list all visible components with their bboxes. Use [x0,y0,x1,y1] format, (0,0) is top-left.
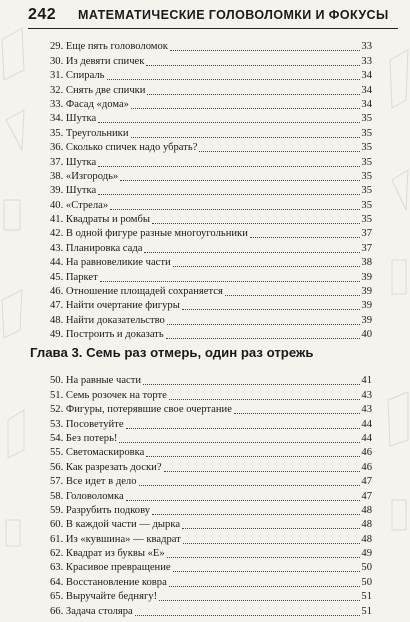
toc-entry-title: 41. Квадраты и ромбы [50,214,150,226]
toc-entry [50,475,372,489]
toc-entry-page: 48 [361,504,372,516]
dot-leader [126,500,361,501]
toc-entry-page: 40 [361,329,372,341]
dot-leader [167,324,361,325]
dot-leader [120,180,360,181]
toc-entry-page: 34 [361,84,372,96]
dot-leader [173,266,361,267]
toc-entry [50,270,372,284]
toc-entry-title: 42. В одной фигуре разные многоугольники [50,228,248,240]
toc-entry-page: 51 [361,605,372,617]
toc-entry-page: 41 [361,375,372,387]
toc-entry-page: 34 [361,70,372,82]
dot-leader [146,65,360,66]
toc-list-part2 [50,374,372,619]
toc-entry-page: 39 [361,300,372,312]
dot-leader [225,295,361,296]
toc-entry-title: 34. Шутка [50,113,97,125]
toc-entry-page: 48 [361,519,372,531]
toc-entry [50,198,372,212]
dot-leader [143,384,360,385]
toc-entry [50,40,372,54]
chapter-heading: Глава 3. Семь раз отмерь, один раз отрежь [30,345,314,360]
toc-entry-page: 51 [361,591,372,603]
dot-leader [139,485,361,486]
toc-entry [50,112,372,126]
toc-entry-title: 49. Построить и доказать [50,329,164,341]
dot-leader [144,252,360,253]
toc-entry [50,213,372,227]
dot-leader [135,615,361,616]
toc-entry-page: 35 [361,156,372,168]
toc-entry-title: 50. На равные части [50,375,142,387]
toc-entry [50,518,372,532]
toc-entry-title: 64. Восстановление ковра [50,576,167,588]
toc-entry-title: 62. Квадрат из буквы «Е» [50,548,165,560]
page-header [28,6,398,29]
toc-entry-title: 57. Все идет в дело [50,476,137,488]
dot-leader [110,209,360,210]
toc-entry-page: 50 [361,562,372,574]
dot-leader [131,137,361,138]
toc-entry-title: 38. «Изгородь» [50,170,119,182]
toc-entry-title: 47. Найти очертание фигуры [50,300,180,312]
toc-entry-page: 39 [361,314,372,326]
dot-leader [199,151,360,152]
toc-entry [50,299,372,313]
toc-entry-page: 46 [361,461,372,473]
dot-leader [152,223,360,224]
dot-leader [250,237,361,238]
dot-leader [167,557,361,558]
dot-leader [126,428,361,429]
toc-entry-page: 35 [361,127,372,139]
toc-entry-title: 35. Треугольники [50,127,129,139]
toc-entry [50,227,372,241]
toc-entry-page: 37 [361,228,372,240]
toc-entry-title: 36. Сколько спичек надо убрать? [50,142,198,154]
toc-entry-title: 55. Светомаскировка [50,447,145,459]
dot-leader [100,281,361,282]
dot-leader [170,50,360,51]
toc-entry [50,547,372,561]
toc-entry-title: 29. Еще пять головоломок [50,41,168,53]
toc-entry-title: 63. Красивое превращение [50,562,171,574]
toc-entry [50,241,372,255]
toc-entry-title: 46. Отношение площадей сохраняется [50,286,223,298]
toc-entry-title: 51. Семь розочек на торте [50,389,167,401]
toc-entry [50,561,372,575]
toc-entry [50,126,372,140]
toc-entry-title: 40. «Стрела» [50,199,109,211]
toc-entry [50,417,372,431]
toc-entry-title: 44. На равновеликие части [50,257,171,269]
toc-entry-title: 58. Головоломка [50,490,124,502]
toc-entry [50,446,372,460]
toc-entry-page: 48 [361,533,372,545]
dot-leader [183,543,361,544]
toc-entry-title: 56. Как разрезать доски? [50,461,162,473]
toc-entry [50,403,372,417]
dot-leader [164,471,361,472]
toc-entry [50,141,372,155]
dot-leader [169,586,361,587]
toc-entry [50,432,372,446]
toc-entry [50,54,372,68]
toc-entry-page: 35 [361,170,372,182]
toc-entry [50,83,372,97]
toc-entry-title: 37. Шутка [50,156,97,168]
page-number: 242 [28,6,57,23]
toc-entry [50,170,372,184]
toc-entry-page: 38 [361,257,372,269]
toc-entry-page: 44 [361,418,372,430]
toc-entry [50,184,372,198]
toc-entry-title: 31. Спираль [50,70,105,82]
toc-list-part1 [50,40,372,342]
toc-entry-title: 39. Шутка [50,185,97,197]
toc-entry-page: 47 [361,490,372,502]
dot-leader [182,528,360,529]
toc-entry-page: 50 [361,576,372,588]
dot-leader [147,94,360,95]
toc-entry-title: 52. Фигуры, потерявшие свое очертание [50,404,232,416]
toc-entry-page: 46 [361,447,372,459]
dot-leader [234,413,360,414]
toc-entry-title: 45. Паркет [50,271,98,283]
dot-leader [166,338,361,339]
dot-leader [169,399,361,400]
toc-entry-page: 44 [361,432,372,444]
toc-entry-page: 37 [361,242,372,254]
dot-leader [152,514,360,515]
toc-entry-page: 34 [361,98,372,110]
dot-leader [159,600,360,601]
dot-leader [98,194,360,195]
toc-entry-title: 61. Из «кувшина» — квадрат [50,533,181,545]
dot-leader [173,571,361,572]
toc-entry-title: 54. Без потерь! [50,432,118,444]
toc-entry-title: 33. Фасад «дома» [50,98,129,110]
toc-entry [50,374,372,388]
toc-entry-page: 35 [361,185,372,197]
dot-leader [146,456,360,457]
toc-entry-page: 35 [361,199,372,211]
toc-entry-page: 43 [361,389,372,401]
toc-entry [50,504,372,518]
toc-entry [50,590,372,604]
toc-entry [50,285,372,299]
toc-entry-title: 65. Выручайте беднягу! [50,591,158,603]
toc-entry-title: 30. Из девяти спичек [50,55,145,67]
toc-entry-page: 39 [361,271,372,283]
toc-entry-title: 66. Задача столяра [50,605,133,617]
toc-entry [50,604,372,618]
toc-entry-page: 33 [361,41,372,53]
toc-entry-title: 53. Посоветуйте [50,418,124,430]
toc-entry-page: 35 [361,113,372,125]
running-title: МАТЕМАТИЧЕСКИЕ ГОЛОВОЛОМКИ И ФОКУСЫ [78,8,389,22]
dot-leader [98,166,360,167]
toc-entry [50,532,372,546]
toc-entry [50,256,372,270]
toc-entry-title: 32. Снять две спички [50,84,146,96]
toc-entry [50,388,372,402]
toc-entry-title: 59. Разрубить подкову [50,504,151,516]
toc-entry [50,575,372,589]
toc-entry-title: 43. Планировка сада [50,242,143,254]
toc-entry-page: 33 [361,55,372,67]
dot-leader [119,442,360,443]
dot-leader [107,79,361,80]
toc-entry-title: 48. Найти доказательство [50,314,165,326]
toc-entry [50,155,372,169]
toc-entry [50,98,372,112]
toc-entry-page: 43 [361,404,372,416]
toc-entry [50,313,372,327]
toc-entry [50,489,372,503]
dot-leader [131,108,360,109]
toc-entry [50,328,372,342]
toc-entry-page: 35 [361,214,372,226]
toc-entry-title: 60. В каждой части — дырка [50,519,181,531]
toc-entry-page: 39 [361,286,372,298]
toc-entry-page: 49 [361,548,372,560]
dot-leader [182,309,361,310]
toc-entry [50,69,372,83]
toc-entry-page: 47 [361,476,372,488]
dot-leader [98,122,360,123]
toc-entry [50,460,372,474]
toc-entry-page: 35 [361,142,372,154]
